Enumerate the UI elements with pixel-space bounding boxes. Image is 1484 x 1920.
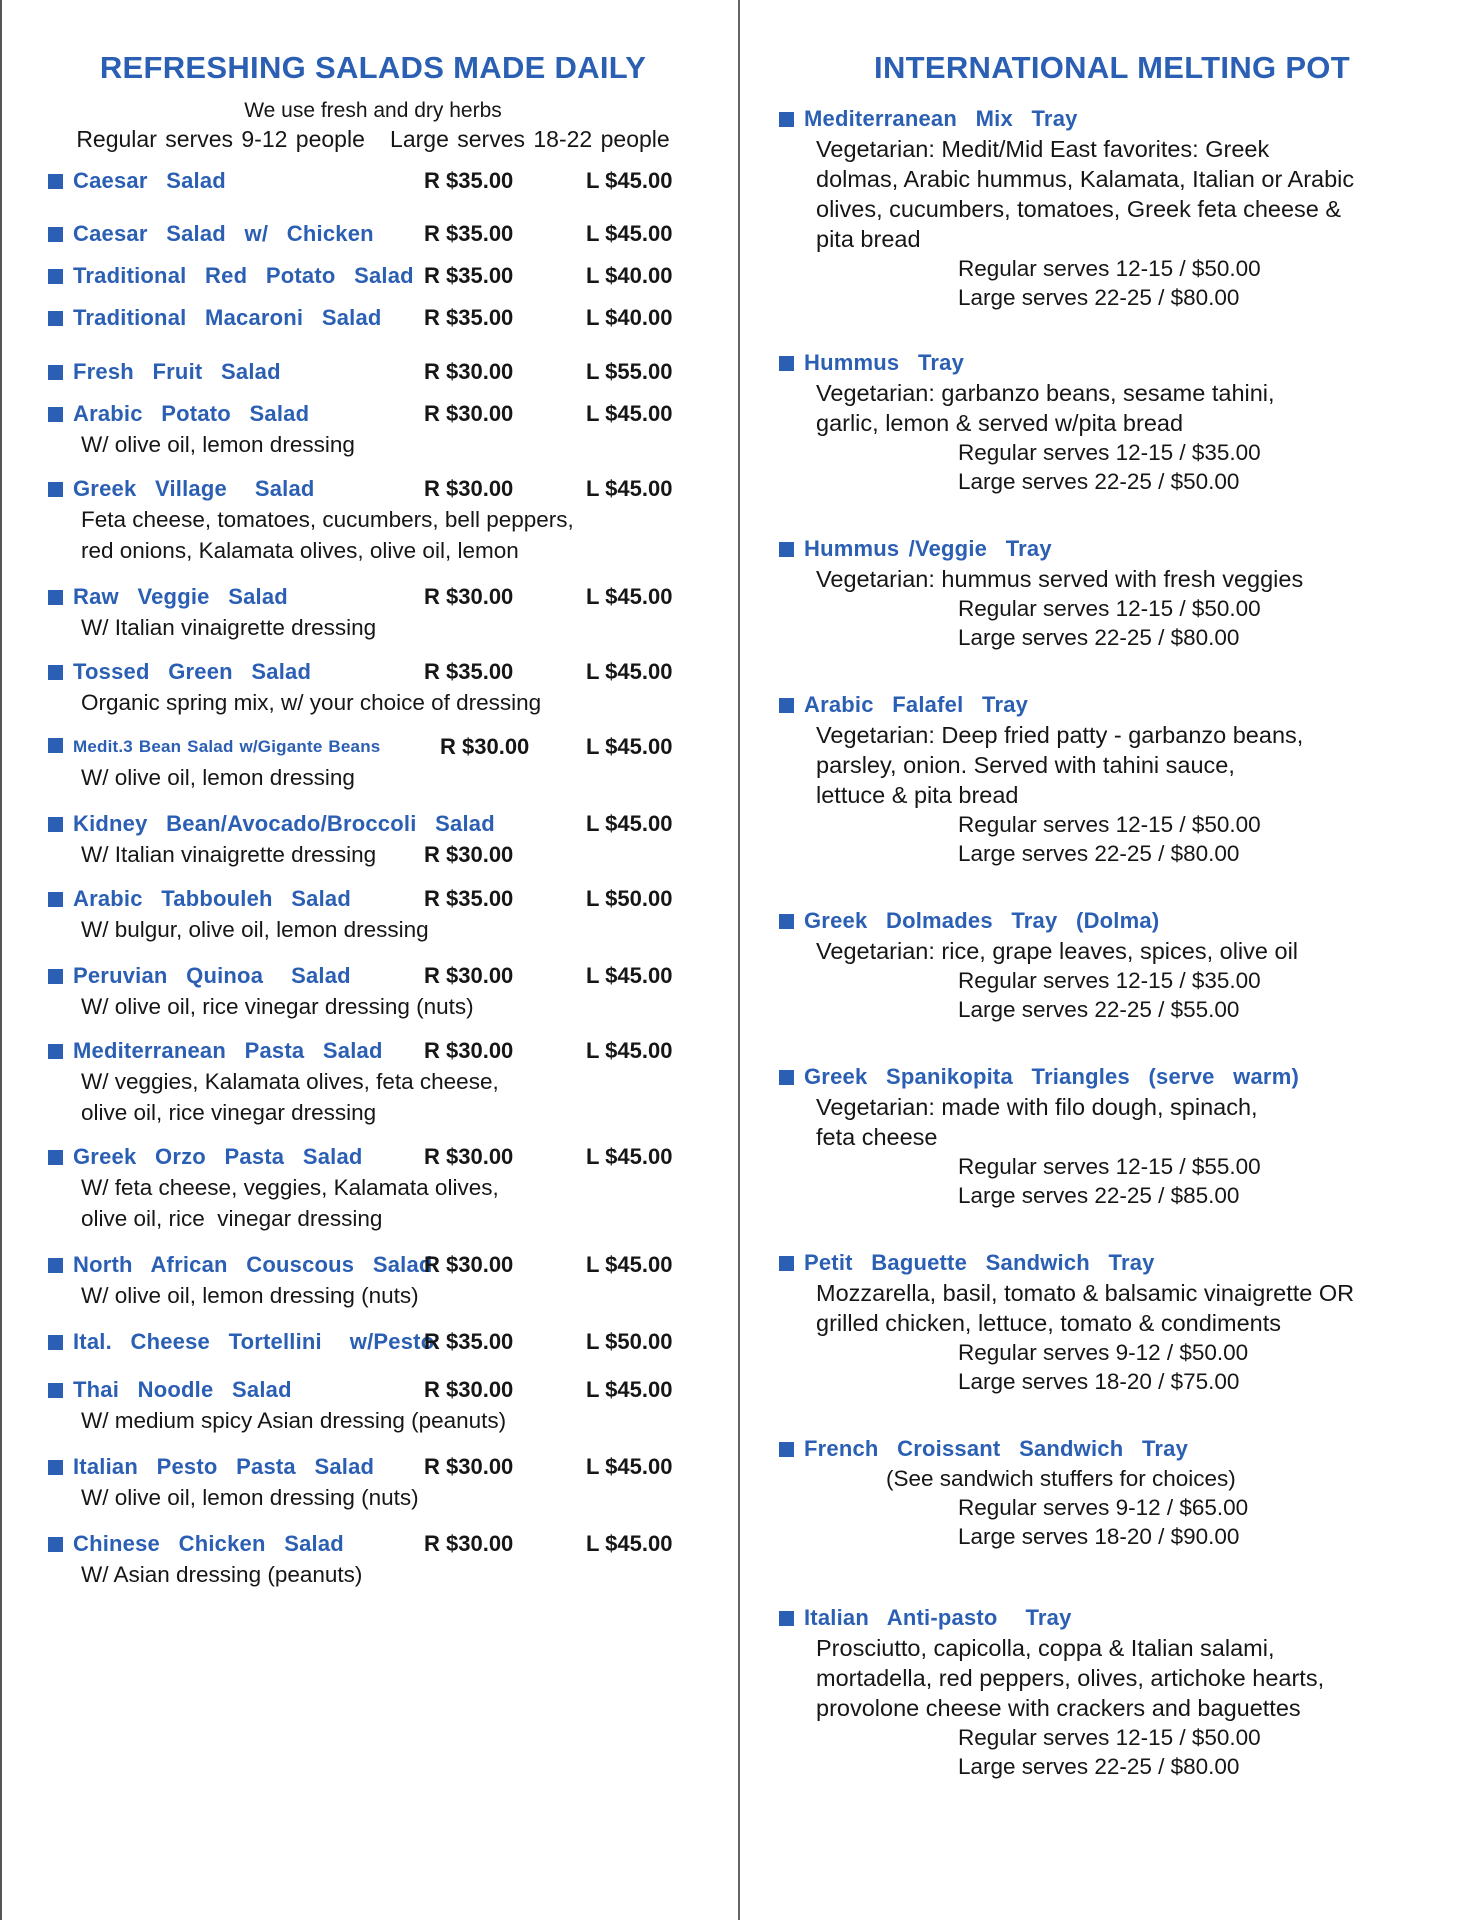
square-bullet-icon (48, 227, 63, 242)
large-price: L $55.00 (586, 359, 673, 384)
salad-item (48, 261, 698, 291)
square-bullet-icon (48, 590, 63, 605)
large-serving-price: Large serves 22-25 / $55.00 (958, 997, 1240, 1022)
tray-description-line: Vegetarian: Deep fried patty - garbanzo beans, (816, 722, 1304, 748)
tray-description-line: mortadella, red peppers, olives, artichoke hearts, (816, 1665, 1325, 1691)
salad-item-header (48, 582, 698, 612)
salad-name: Chinese Chicken Salad (73, 1531, 344, 1556)
large-serving-price: Large serves 22-25 / $80.00 (958, 1754, 1240, 1779)
salad-description: W/ olive oil, lemon dressing (nuts) (81, 1283, 419, 1308)
square-bullet-icon (48, 1258, 63, 1273)
salad-description: olive oil, rice vinegar dressing (81, 1206, 383, 1231)
tray-list (782, 104, 1442, 1781)
square-bullet-icon (48, 817, 63, 832)
salad-name: Mediterranean Pasta Salad (73, 1038, 383, 1063)
salad-item-header (48, 1375, 698, 1405)
tray-name: Greek Dolmades Tray (Dolma) (804, 908, 1160, 933)
tray-item-header (779, 1248, 1442, 1278)
square-bullet-icon (48, 407, 63, 422)
salad-name: Thai Noodle Salad (73, 1377, 292, 1402)
tray-item (782, 104, 1442, 312)
salad-item (48, 303, 698, 333)
regular-price: R $35.00 (424, 305, 514, 330)
salad-item (48, 657, 698, 718)
large-price: L $50.00 (586, 1329, 673, 1354)
tray-item (782, 534, 1442, 652)
salad-description: W/ veggies, Kalamata olives, feta cheese, (81, 1069, 499, 1094)
salad-item-header (48, 1250, 698, 1280)
tray-description-line: feta cheese (816, 1124, 938, 1150)
tray-item-header (779, 1062, 1442, 1092)
salad-item-header (48, 166, 698, 196)
regular-serving-price: Regular serves 12-15 / $55.00 (958, 1154, 1261, 1179)
salad-description-line (48, 1097, 698, 1128)
tray-name: Italian Anti-pasto Tray (804, 1605, 1072, 1630)
tray-item (782, 1062, 1442, 1210)
salad-description: W/ Asian dressing (peanuts) (81, 1562, 363, 1587)
regular-serving-price: Regular serves 9-12 / $50.00 (958, 1340, 1249, 1365)
salad-description-line (48, 839, 698, 870)
square-bullet-icon (48, 1460, 63, 1475)
large-price: L $45.00 (586, 584, 673, 609)
tray-description-line: parsley, onion. Served with tahini sauce, (816, 752, 1235, 778)
large-price: L $45.00 (586, 401, 673, 426)
salad-item (48, 1036, 698, 1128)
large-price: L $45.00 (586, 811, 673, 836)
regular-price: R $35.00 (424, 263, 514, 288)
salad-item-header (48, 732, 698, 762)
square-bullet-icon (48, 738, 63, 753)
regular-price: R $30.00 (424, 584, 514, 609)
salad-description: W/ olive oil, lemon dressing (nuts) (81, 1485, 419, 1510)
square-bullet-icon (779, 914, 794, 929)
tray-description-line: Prosciutto, capicolla, coppa & Italian salami, (816, 1635, 1275, 1661)
salad-item-header (48, 1327, 698, 1357)
salad-description-line (48, 914, 698, 945)
salad-item (48, 399, 698, 460)
salad-description: W/ Italian vinaigrette dressing (81, 842, 377, 867)
salad-item (48, 1452, 698, 1513)
tray-description-line: grilled chicken, lettuce, tomato & condiments (816, 1310, 1282, 1336)
square-bullet-icon (48, 665, 63, 680)
regular-serving-price: Regular serves 12-15 / $50.00 (958, 596, 1261, 621)
salads-column (48, 50, 698, 1590)
tray-name: Hummus /Veggie Tray (804, 536, 1052, 561)
salad-item-header (48, 219, 698, 249)
tray-item (782, 348, 1442, 496)
salad-description-line (48, 535, 698, 566)
square-bullet-icon (779, 1442, 794, 1457)
salad-item-header (48, 1452, 698, 1482)
regular-price: R $30.00 (424, 1531, 514, 1556)
large-price: L $45.00 (586, 1252, 673, 1277)
salad-description-line (48, 1172, 698, 1203)
large-price: L $50.00 (586, 886, 673, 911)
salad-item (48, 166, 698, 196)
large-price: L $45.00 (586, 1144, 673, 1169)
square-bullet-icon (48, 1383, 63, 1398)
tray-name: Mediterranean Mix Tray (804, 106, 1078, 131)
salad-name: Arabic Potato Salad (73, 401, 310, 426)
salad-description-line (48, 1203, 698, 1234)
salad-description-line (48, 991, 698, 1022)
salad-name: Greek Village Salad (73, 476, 315, 501)
salad-description-line (48, 429, 698, 460)
square-bullet-icon (48, 892, 63, 907)
square-bullet-icon (48, 969, 63, 984)
intro-herbs: We use fresh and dry herbs (244, 99, 502, 122)
salad-name: Greek Orzo Pasta Salad (73, 1144, 363, 1169)
salad-item (48, 961, 698, 1022)
regular-serving-price: Regular serves 12-15 / $35.00 (958, 968, 1261, 993)
salad-item (48, 1250, 698, 1311)
regular-price: R $30.00 (424, 1454, 514, 1479)
salad-description: W/ olive oil, rice vinegar dressing (nuts) (81, 994, 474, 1019)
regular-price: R $35.00 (424, 1329, 514, 1354)
salad-item (48, 582, 698, 643)
salad-item (48, 732, 698, 793)
large-price: L $45.00 (586, 1377, 673, 1402)
salad-name: North African Couscous Salad (73, 1252, 433, 1277)
salad-description-line (48, 504, 698, 535)
salad-name: Peruvian Quinoa Salad (73, 963, 351, 988)
square-bullet-icon (779, 698, 794, 713)
large-price: L $45.00 (586, 476, 673, 501)
large-price: L $45.00 (586, 168, 673, 193)
regular-price: R $30.00 (424, 1377, 514, 1402)
tray-description-line: garlic, lemon & served w/pita bread (816, 410, 1184, 436)
large-price: L $45.00 (586, 221, 673, 246)
regular-price: R $30.00 (424, 1252, 514, 1277)
salad-name: Fresh Fruit Salad (73, 359, 281, 384)
tray-description-line: Vegetarian: Medit/Mid East favorites: Greek (816, 136, 1270, 162)
tray-description-line: provolone cheese with crackers and baguettes (816, 1695, 1301, 1721)
tray-description-line: Vegetarian: garbanzo beans, sesame tahini, (816, 380, 1275, 406)
salad-name: Italian Pesto Pasta Salad (73, 1454, 375, 1479)
regular-price: R $30.00 (424, 401, 514, 426)
salad-name: Traditional Red Potato Salad (73, 263, 414, 288)
melting-pot-column (782, 50, 1442, 1781)
regular-price: R $30.00 (440, 734, 530, 759)
regular-price: R $30.00 (424, 476, 514, 501)
tray-item-header (779, 348, 1442, 378)
salad-item-header (48, 1529, 698, 1559)
salad-description: Feta cheese, tomatoes, cucumbers, bell peppers, (81, 507, 574, 532)
salad-item-header (48, 399, 698, 429)
regular-price: R $30.00 (424, 842, 514, 867)
tray-name: Greek Spanikopita Triangles (serve warm) (804, 1064, 1299, 1089)
large-serving-price: Large serves 18-20 / $90.00 (958, 1524, 1240, 1549)
large-price: L $45.00 (586, 963, 673, 988)
tray-note: (See sandwich stuffers for choices) (886, 1466, 1236, 1491)
large-serving-price: Large serves 22-25 / $50.00 (958, 469, 1240, 494)
salad-item-header (48, 657, 698, 687)
square-bullet-icon (779, 356, 794, 371)
salad-item-header (48, 884, 698, 914)
salad-item (48, 1142, 698, 1234)
regular-serving-price: Regular serves 9-12 / $65.00 (958, 1495, 1249, 1520)
square-bullet-icon (779, 542, 794, 557)
regular-serving-price: Regular serves 12-15 / $50.00 (958, 812, 1261, 837)
tray-description-line: pita bread (816, 226, 921, 252)
tray-item (782, 1603, 1442, 1781)
square-bullet-icon (779, 1611, 794, 1626)
salads-title: REFRESHING SALADS MADE DAILY (99, 50, 647, 85)
square-bullet-icon (48, 1150, 63, 1165)
square-bullet-icon (48, 1537, 63, 1552)
tray-description-line: Vegetarian: rice, grape leaves, spices, olive oil (816, 938, 1299, 964)
square-bullet-icon (48, 174, 63, 189)
salad-item-header (48, 809, 698, 839)
salad-description: W/ olive oil, lemon dressing (81, 432, 355, 457)
tray-item (782, 1434, 1442, 1551)
salad-item (48, 884, 698, 945)
salad-name: Arabic Tabbouleh Salad (73, 886, 351, 911)
tray-description-line: Vegetarian: made with filo dough, spinach, (816, 1094, 1258, 1120)
regular-price: R $30.00 (424, 1144, 514, 1169)
salads-intro (48, 96, 698, 154)
tray-description-line: dolmas, Arabic hummus, Kalamata, Italian or Arabic (816, 166, 1355, 192)
square-bullet-icon (48, 482, 63, 497)
square-bullet-icon (48, 311, 63, 326)
salad-item (48, 1529, 698, 1590)
salad-item-header (48, 474, 698, 504)
large-serving-price: Large serves 22-25 / $80.00 (958, 285, 1240, 310)
salad-description-line (48, 1405, 698, 1436)
salad-item (48, 1375, 698, 1436)
salad-item-header (48, 303, 698, 333)
salad-list (48, 166, 698, 1590)
tray-item-header (779, 906, 1442, 936)
salad-name: Tossed Green Salad (73, 659, 312, 684)
salad-description-line (48, 1559, 698, 1590)
salad-item (48, 474, 698, 566)
large-price: L $40.00 (586, 263, 673, 288)
tray-item (782, 906, 1442, 1024)
tray-name: Petit Baguette Sandwich Tray (804, 1250, 1155, 1275)
large-price: L $45.00 (586, 734, 673, 759)
tray-item-header (779, 1603, 1442, 1633)
square-bullet-icon (48, 269, 63, 284)
tray-name: Hummus Tray (804, 350, 965, 375)
tray-name: French Croissant Sandwich Tray (804, 1436, 1189, 1461)
square-bullet-icon (48, 365, 63, 380)
tray-item (782, 1248, 1442, 1396)
regular-serving-price: Regular serves 12-15 / $50.00 (958, 1725, 1261, 1750)
large-price: L $45.00 (586, 659, 673, 684)
tray-description-line: olives, cucumbers, tomatoes, Greek feta cheese & (816, 196, 1342, 222)
salad-name: Ital. Cheese Tortellini w/Pesto (73, 1329, 435, 1354)
large-price: L $45.00 (586, 1038, 673, 1063)
large-serving-price: Large serves 22-25 / $85.00 (958, 1183, 1240, 1208)
large-serving-price: Large serves 22-25 / $80.00 (958, 625, 1240, 650)
large-price: L $45.00 (586, 1531, 673, 1556)
large-serving-price: Large serves 22-25 / $80.00 (958, 841, 1240, 866)
regular-price: R $35.00 (424, 221, 514, 246)
salad-item-header (48, 357, 698, 387)
salad-item (48, 1327, 698, 1357)
salad-description: W/ medium spicy Asian dressing (peanuts) (81, 1408, 507, 1433)
tray-item-header (779, 1434, 1442, 1464)
salad-item-header (48, 961, 698, 991)
salad-description-line (48, 762, 698, 793)
column-divider (738, 0, 740, 1920)
salad-description: Organic spring mix, w/ your choice of dressing (81, 690, 542, 715)
regular-serving-price: Regular serves 12-15 / $50.00 (958, 256, 1261, 281)
tray-name: Arabic Falafel Tray (804, 692, 1029, 717)
tray-item-header (779, 534, 1442, 564)
salad-item-header (48, 1036, 698, 1066)
salad-description-line (48, 612, 698, 643)
tray-description-line: lettuce & pita bread (816, 782, 1019, 808)
salad-item (48, 357, 698, 387)
salad-description: olive oil, rice vinegar dressing (81, 1100, 377, 1125)
salad-name: Raw Veggie Salad (73, 584, 288, 609)
regular-price: R $35.00 (424, 886, 514, 911)
salad-description: W/ olive oil, lemon dressing (81, 765, 355, 790)
regular-serving-price: Regular serves 12-15 / $35.00 (958, 440, 1261, 465)
regular-price: R $30.00 (424, 359, 514, 384)
salad-description-line (48, 1482, 698, 1513)
tray-description-line: Mozzarella, basil, tomato & balsamic vinaigrette OR (816, 1280, 1355, 1306)
tray-item-header (779, 690, 1442, 720)
square-bullet-icon (48, 1335, 63, 1350)
salad-description: W/ feta cheese, veggies, Kalamata olives, (81, 1175, 499, 1200)
salad-description-line (48, 1066, 698, 1097)
salad-name: Medit.3 Bean Salad w/Gigante Beans (73, 737, 381, 756)
salad-description-line (48, 1280, 698, 1311)
large-price: L $45.00 (586, 1454, 673, 1479)
large-serving-price: Large serves 18-20 / $75.00 (958, 1369, 1240, 1394)
large-price: L $40.00 (586, 305, 673, 330)
tray-item (782, 690, 1442, 868)
melting-pot-title: INTERNATIONAL MELTING POT (874, 50, 1350, 85)
salad-name: Kidney Bean/Avocado/Broccoli Salad (73, 811, 495, 836)
salad-description: W/ bulgur, olive oil, lemon dressing (81, 917, 429, 942)
regular-price: R $35.00 (424, 659, 514, 684)
salad-description: red onions, Kalamata olives, olive oil, lemon (81, 538, 519, 563)
salad-description: W/ Italian vinaigrette dressing (81, 615, 377, 640)
salad-name: Caesar Salad w/ Chicken (73, 221, 374, 246)
salad-name: Traditional Macaroni Salad (73, 305, 382, 330)
page-edge (0, 0, 2, 1920)
square-bullet-icon (779, 1256, 794, 1271)
salad-item-header (48, 1142, 698, 1172)
intro-serves: Regular serves 9-12 people Large serves 18-22 people (76, 126, 670, 152)
square-bullet-icon (779, 112, 794, 127)
tray-item-header (779, 104, 1442, 134)
salad-item (48, 809, 698, 870)
tray-description-line: Vegetarian: hummus served with fresh veggies (816, 566, 1304, 592)
square-bullet-icon (779, 1070, 794, 1085)
salad-item (48, 219, 698, 249)
regular-price: R $30.00 (424, 1038, 514, 1063)
salad-item-header (48, 261, 698, 291)
regular-price: R $35.00 (424, 168, 514, 193)
regular-price: R $30.00 (424, 963, 514, 988)
salad-name: Caesar Salad (73, 168, 226, 193)
salad-description-line (48, 687, 698, 718)
square-bullet-icon (48, 1044, 63, 1059)
